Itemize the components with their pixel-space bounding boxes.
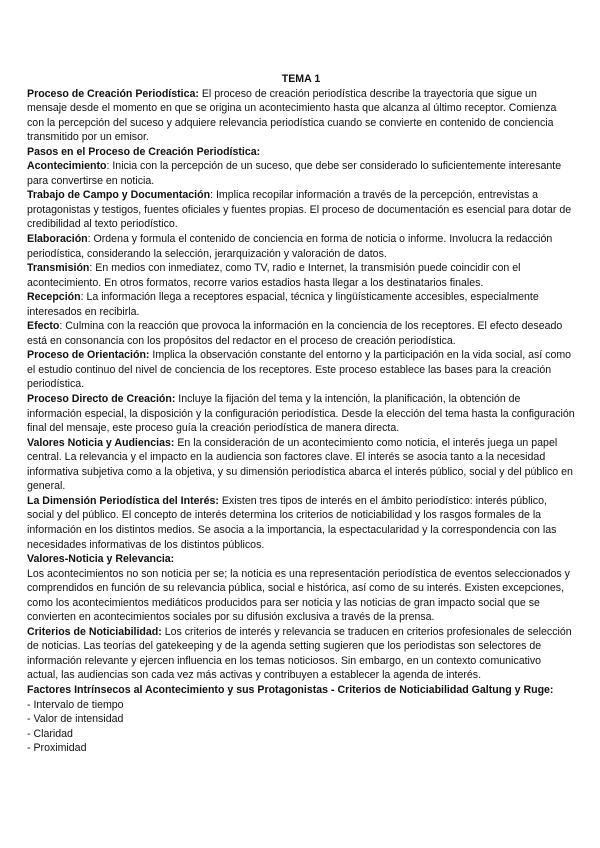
intro-text: El proceso de creación periodística describe la trayectoria que sigue un mensaje desde el momento en que se origina un acontecimiento hasta que alcanza al último receptor. Comienza con la percepción del suceso y adquiere relevancia periodística cuando se convierte en contenido de conciencia transmitido por un emisor. — [27, 87, 557, 144]
step-paragraph — [27, 261, 575, 290]
step-paragraph — [27, 188, 575, 232]
step-label: Trabajo de Campo y Documentación — [27, 189, 211, 202]
list-item: - Valor de intensidad — [27, 713, 124, 726]
steps-list — [27, 159, 575, 552]
step-paragraph — [27, 319, 575, 348]
step-label: Proceso Directo de Creación: — [27, 393, 176, 406]
intro-paragraph — [27, 87, 575, 145]
intro-label: Proceso de Creación Periodística: — [27, 87, 199, 100]
step-label: La Dimensión Periodística del Interés: — [27, 494, 219, 507]
step-label: Transmisión — [27, 262, 90, 275]
step-text: : Ordena y formula el contenido de conciencia en forma de noticia o informe. Involucra la redacción periodística, considerando la selección, jerarquización y valoración de datos. — [27, 233, 553, 260]
criterios-paragraph — [27, 625, 575, 683]
step-label: Efecto — [27, 320, 60, 333]
list-item: - Claridad — [27, 727, 73, 740]
factores-heading: Factores Intrínsecos al Acontecimiento y sus Protagonistas - Criterios de Noticiabilidad Galtung y Ruge: — [27, 683, 554, 696]
step-paragraph — [27, 232, 575, 261]
step-paragraph — [27, 436, 575, 494]
criterios-text: Los criterios de interés y relevancia se traducen en criterios profesionales de selección de noticias. Las teorías del gatekeeping y de la agenda setting sugieren que los periodistas son selectores de información relevante y ejercen influencia en los temas noticiosos. Sin embargo, en un contexto comunicativo actual, las audiencias son cada vez más activas y contribuyen a establecer la agenda de interés. — [27, 625, 572, 682]
step-label: Elaboración — [27, 233, 88, 246]
step-label: Proceso de Orientación: — [27, 349, 150, 362]
list-item: - Intervalo de tiempo — [27, 698, 124, 711]
step-text: : La información llega a receptores espacial, técnica y lingüísticamente accesibles, especialmente interesados en recibirla. — [27, 291, 539, 318]
step-label: Recepción — [27, 291, 81, 304]
step-paragraph — [27, 348, 575, 392]
step-paragraph — [27, 290, 575, 319]
factores-list — [27, 698, 575, 756]
valores-paragraph: Los acontecimientos no son noticia per se; la noticia es una representación periodística de eventos seleccionados y comprendidos en función de su relevancia pública, social e histórica, así como de su interés. Existen excepciones, como los acontecimientos mediáticos producidos para ser noticia y las noticias de gran impacto social que se convierten en acontecimientos sociales por su difusión exclusiva a través de la prensa. — [27, 567, 570, 624]
step-text: En la consideración de un acontecimiento como noticia, el interés juega un papel central. La relevancia y el impacto en la audiencia son factores clave. El interés se asocia tanto a la necesidad informativa subjetiva como a la objetiva, y su dimensión periodística abarca el interés público, social y del público en general. — [27, 436, 573, 493]
steps-heading: Pasos en el Proceso de Creación Periodística: — [27, 145, 261, 158]
valores-heading: Valores-Noticia y Relevancia: — [27, 553, 175, 566]
list-item: - Proximidad — [27, 742, 87, 755]
document-page — [27, 72, 575, 756]
criterios-label: Criterios de Noticiabilidad: — [27, 625, 162, 638]
step-text: : Inicia con la percepción de un suceso, que debe ser considerado lo suficientemente interesante para convertirse en noticia. — [27, 160, 562, 187]
document-title: TEMA 1 — [281, 73, 321, 85]
step-text: : En medios con inmediatez, como TV, radio e Internet, la transmisión puede coincidir con el acontecimiento. En otros formatos, recorre varios estadios hasta llegar a los destinatarios finales. — [27, 262, 521, 289]
step-label: Acontecimiento — [27, 160, 107, 173]
step-text: Implica la observación constante del entorno y la participación en la vida social, así como el estudio continuo del nivel de conciencia de los receptores. Este proceso establece las bases para la creación periodística. — [27, 349, 572, 391]
step-paragraph — [27, 392, 575, 436]
step-text: : Culmina con la reacción que provoca la información en la conciencia de los receptores. El efecto deseado está en consonancia con los propósitos del redactor en el proceso de creación periodística. — [27, 320, 563, 347]
step-label: Valores Noticia y Audiencias: — [27, 436, 175, 449]
step-text: : Implica recopilar información a través de la percepción, entrevistas a protagonistas y testigos, fuentes oficiales y fuentes propias. El proceso de documentación es esencial para dotar de credibilidad al texto periodístico. — [27, 189, 572, 231]
step-paragraph — [27, 159, 575, 188]
step-paragraph — [27, 494, 575, 552]
step-text: Incluye la fijación del tema y la intención, la planificación, la obtención de información especial, la disposición y la configuración periodística. Desde la elección del tema hasta la configuración final del mensaje, este proceso guía la creación periodística de manera directa. — [27, 393, 575, 435]
step-text: Existen tres tipos de interés en el ámbito periodístico: interés público, social y del público. El concepto de interés determina los criterios de noticiabilidad y los rasgos formales de la información en los distintos medios. Se asocia a la importancia, la espectacularidad y la correspondencia con las necesidades informativas de los distintos públicos. — [27, 494, 557, 551]
